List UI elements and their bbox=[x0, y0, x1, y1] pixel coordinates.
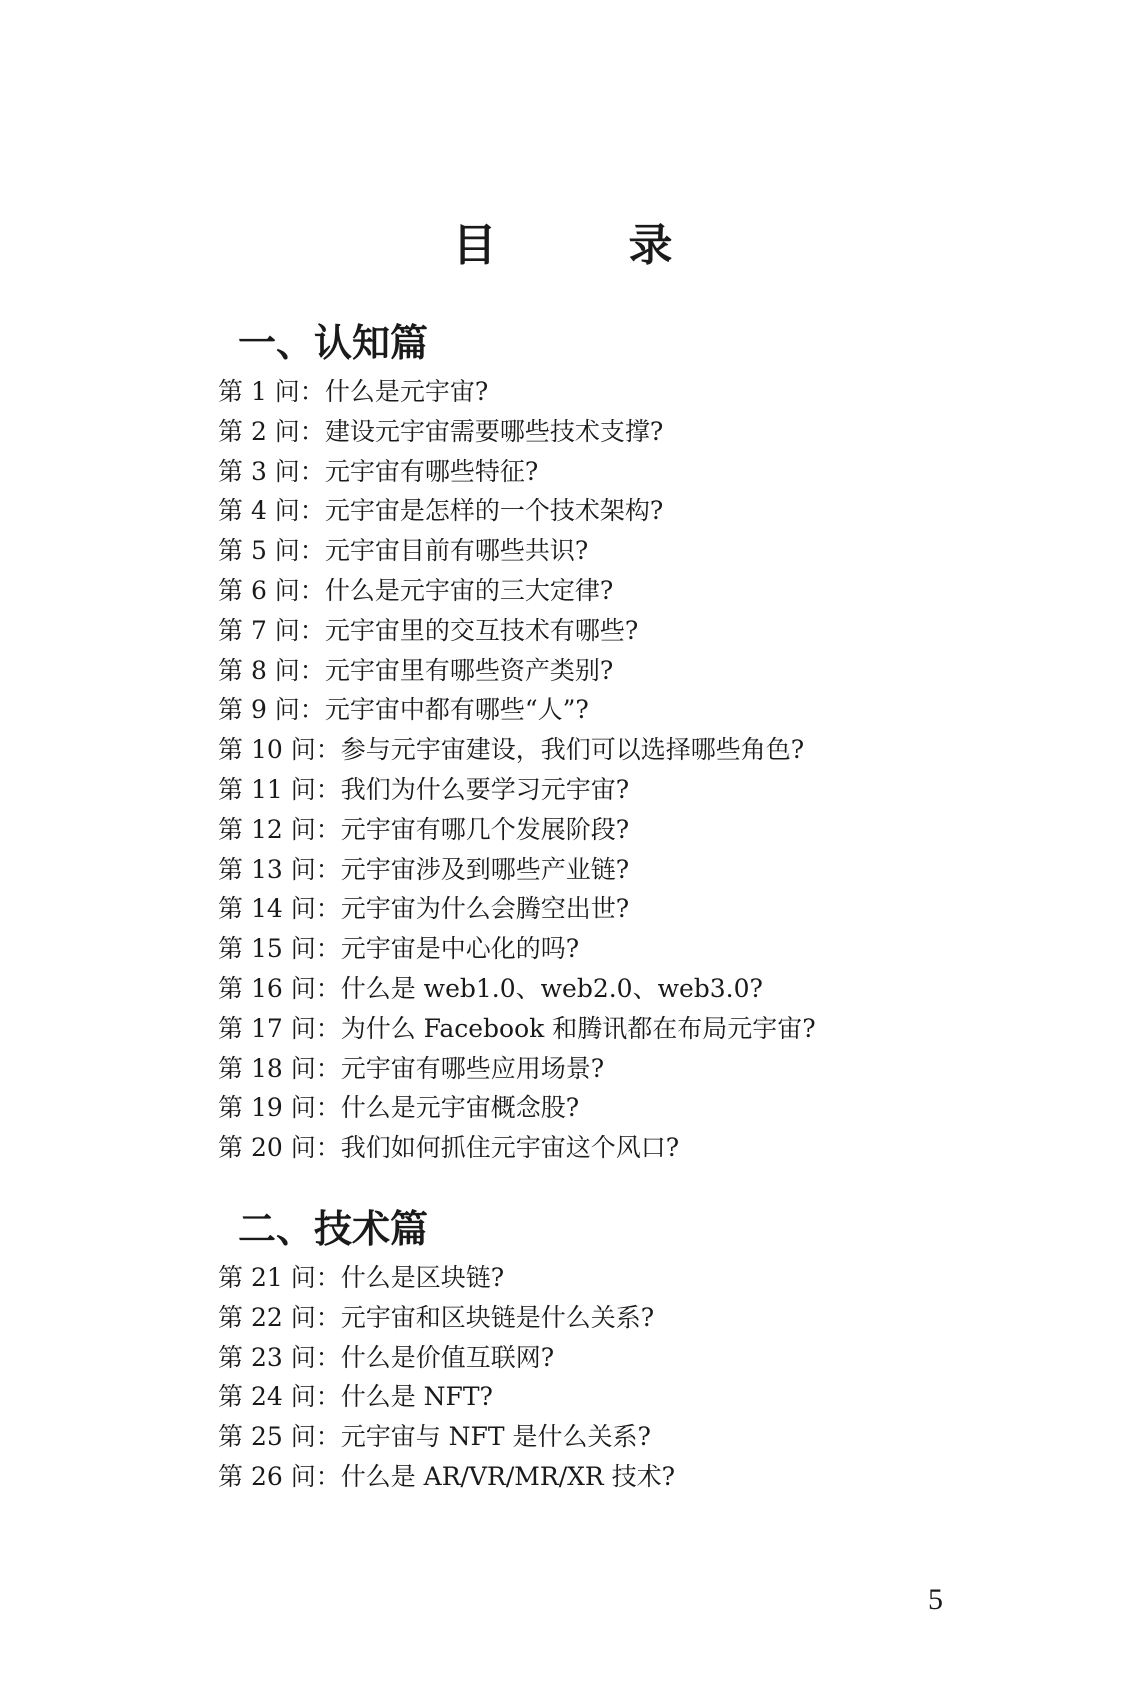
toc-list bbox=[218, 1258, 675, 1497]
toc-entry-number: 第 22 问： bbox=[218, 1302, 341, 1332]
toc-entry-number: 第 24 问： bbox=[218, 1382, 341, 1412]
section-heading: 二、技术篇 bbox=[238, 1207, 429, 1251]
toc-entry-number: 第 6 问： bbox=[218, 575, 325, 605]
toc-entry-number: 第 1 问： bbox=[218, 377, 325, 406]
toc-entry-number: 第 5 问： bbox=[218, 536, 325, 566]
toc-entry bbox=[218, 1049, 816, 1089]
toc-entry-title: 元宇宙中都有哪些“人”? bbox=[324, 695, 589, 725]
toc-entry bbox=[218, 1338, 675, 1378]
toc-entry bbox=[218, 889, 816, 929]
section-cognition bbox=[218, 320, 816, 1168]
toc-entry-title: 什么是元宇宙的三大定律? bbox=[324, 575, 614, 605]
toc-entry bbox=[218, 969, 816, 1009]
toc-entry-number: 第 17 问： bbox=[218, 1013, 341, 1043]
toc-entry-number: 第 14 问： bbox=[218, 894, 341, 924]
toc-entry-title: 元宇宙涉及到哪些产业链? bbox=[340, 854, 630, 884]
toc-entry-title: 为什么 Facebook 和腾讯都在布局元宇宙? bbox=[340, 1013, 816, 1043]
toc-list bbox=[218, 372, 816, 1168]
page-number: 5 bbox=[928, 1583, 943, 1616]
toc-entry-title: 什么是价值互联网? bbox=[340, 1342, 555, 1372]
toc-entry-title: 元宇宙里的交互技术有哪些? bbox=[324, 615, 639, 645]
toc-entry bbox=[218, 1377, 675, 1417]
toc-entry-number: 第 13 问： bbox=[218, 854, 341, 884]
toc-entry-number: 第 4 问： bbox=[218, 496, 325, 526]
section-heading: 一、认知篇 bbox=[238, 321, 429, 365]
toc-entry bbox=[218, 412, 816, 452]
toc-entry-title: 元宇宙有哪些应用场景? bbox=[340, 1053, 605, 1083]
toc-entry bbox=[218, 491, 816, 531]
toc-entry bbox=[218, 611, 816, 651]
toc-entry-number: 第 19 问： bbox=[218, 1093, 341, 1123]
toc-entry bbox=[218, 1258, 675, 1298]
toc-entry bbox=[218, 372, 816, 412]
toc-entry bbox=[218, 651, 816, 691]
toc-entry bbox=[218, 810, 816, 850]
toc-entry bbox=[218, 1417, 675, 1457]
toc-entry-title: 元宇宙有哪些特征? bbox=[324, 456, 539, 486]
page-title: 目 录 bbox=[452, 220, 717, 271]
toc-entry-number: 第 10 问： bbox=[218, 735, 341, 765]
toc-entry-title: 元宇宙是怎样的一个技术架构? bbox=[324, 496, 664, 526]
toc-entry-title: 元宇宙为什么会腾空出世? bbox=[340, 894, 630, 924]
toc-entry-title: 我们如何抓住元宇宙这个风口? bbox=[340, 1133, 680, 1163]
toc-entry bbox=[218, 770, 816, 810]
toc-entry-title: 什么是 NFT? bbox=[340, 1382, 493, 1412]
toc-entry bbox=[218, 571, 816, 611]
toc-entry-number: 第 21 问： bbox=[218, 1263, 341, 1292]
toc-entry-number: 第 2 问： bbox=[218, 416, 325, 446]
toc-entry bbox=[218, 1128, 816, 1168]
toc-entry-number: 第 8 问： bbox=[218, 655, 325, 685]
toc-entry-title: 元宇宙目前有哪些共识? bbox=[324, 536, 589, 566]
toc-entry-title: 元宇宙和区块链是什么关系? bbox=[340, 1302, 655, 1332]
toc-entry-title: 参与元宇宙建设，我们可以选择哪些角色? bbox=[340, 735, 805, 765]
toc-entry bbox=[218, 1088, 816, 1128]
toc-entry-number: 第 20 问： bbox=[218, 1133, 341, 1163]
toc-entry bbox=[218, 850, 816, 890]
toc-entry-title: 元宇宙有哪几个发展阶段? bbox=[340, 814, 630, 844]
toc-entry-number: 第 15 问： bbox=[218, 934, 341, 964]
toc-entry-title: 什么是 AR/VR/MR/XR 技术? bbox=[340, 1461, 676, 1491]
toc-entry-title: 什么是元宇宙概念股? bbox=[340, 1093, 580, 1123]
toc-entry-number: 第 18 问： bbox=[218, 1053, 341, 1083]
toc-entry-title: 元宇宙与 NFT 是什么关系? bbox=[340, 1422, 651, 1452]
toc-entry-number: 第 9 问： bbox=[218, 695, 325, 725]
toc-entry-number: 第 11 问： bbox=[218, 774, 341, 804]
toc-entry bbox=[218, 929, 816, 969]
toc-entry-title: 建设元宇宙需要哪些技术支撑? bbox=[324, 416, 664, 446]
toc-entry-title: 元宇宙里有哪些资产类别? bbox=[324, 655, 614, 685]
toc-entry-number: 第 7 问： bbox=[218, 615, 325, 645]
toc-entry bbox=[218, 531, 816, 571]
toc-entry-number: 第 16 问： bbox=[218, 973, 341, 1003]
section-technology bbox=[218, 1206, 675, 1497]
toc-entry-number: 第 25 问： bbox=[218, 1422, 341, 1452]
toc-entry bbox=[218, 690, 816, 730]
toc-entry-number: 第 12 问： bbox=[218, 814, 341, 844]
toc-entry-number: 第 26 问： bbox=[218, 1461, 341, 1491]
toc-entry bbox=[218, 1009, 816, 1049]
toc-entry-title: 什么是 web1.0、web2.0、web3.0? bbox=[340, 973, 763, 1003]
toc-entry bbox=[218, 1298, 675, 1338]
toc-entry-title: 什么是元宇宙? bbox=[324, 377, 489, 406]
toc-entry-title: 元宇宙是中心化的吗? bbox=[340, 934, 580, 964]
toc-entry-title: 我们为什么要学习元宇宙? bbox=[340, 774, 630, 804]
toc-entry-title: 什么是区块链? bbox=[340, 1263, 505, 1292]
toc-entry bbox=[218, 452, 816, 492]
toc-entry-number: 第 3 问： bbox=[218, 456, 325, 486]
toc-entry-number: 第 23 问： bbox=[218, 1342, 341, 1372]
toc-entry bbox=[218, 1457, 675, 1497]
toc-entry bbox=[218, 730, 816, 770]
